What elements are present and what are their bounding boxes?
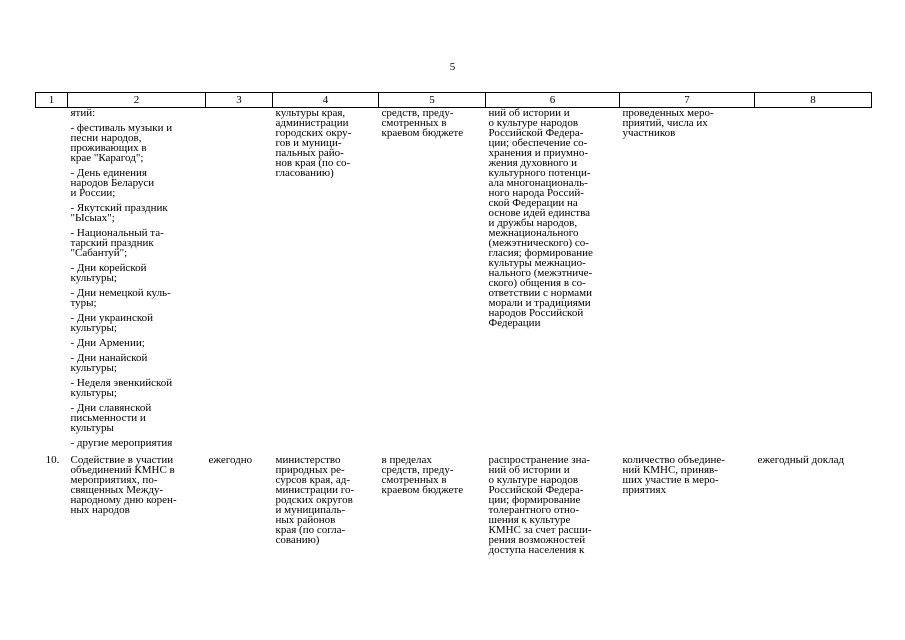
- page-number: 5: [449, 61, 456, 73]
- row-number: [36, 108, 68, 449]
- row-number: 10.: [45, 454, 60, 466]
- indicator-cell: проведенных меро- приятий, числа их участников: [622, 107, 714, 139]
- header-row: [36, 93, 872, 108]
- event-list-item: - Дни нанайской культуры;: [70, 352, 148, 374]
- header-cell: 4: [273, 93, 379, 108]
- measure-cell: Содействие в участии объединений КМНС в мероприятиях, по- священных Между- народному дню корен- ных народов: [70, 454, 177, 516]
- event-list-item: - фестиваль музыки и песни народов, проживающих в крае "Карагод";: [70, 122, 173, 164]
- header-cell: 7: [620, 93, 755, 108]
- event-list-item: - Дни славянской письменности и культуры: [70, 402, 152, 434]
- result-cell: ний об истории и о культуре народов Российской Федера- ции; обеспечение со- хранения и приумно- жения духовного и культурного потенци- ала многонациональ- ного народа Россий- ской Федерации на основе идей единства и дружбы народов, межнационального (межэтнического) со- гласия; формирование культуры межнацио- нального (межэтниче- ского) общения в со- ответствии с нормами морали и традициями народов Российской Федерации: [488, 107, 593, 329]
- event-list-cell: [68, 108, 206, 449]
- timing-cell: [206, 108, 273, 449]
- header-cell: 5: [379, 93, 486, 108]
- event-list-item: - Дни украинской культуры;: [70, 312, 153, 334]
- executors-cell: министерство природных ре- сурсов края, ад- министрации го- родских округов и муниципаль- ных районов края (по согла- сованию): [275, 454, 355, 546]
- event-list-item: - Национальный та- тарский праздник "Сабантуй";: [70, 227, 164, 259]
- table-row: [36, 108, 872, 449]
- funding-cell: в пределах средств, преду- смотренных в краевом бюджете: [381, 454, 464, 496]
- event-list-item: - Дни немецкой куль- туры;: [70, 287, 171, 309]
- timing-cell: ежегодно: [208, 454, 253, 466]
- header-cell: 3: [206, 93, 273, 108]
- event-list-item: - другие мероприятия: [70, 437, 173, 449]
- header-cell: 2: [68, 93, 206, 108]
- event-list-lead: ятий:: [70, 107, 96, 119]
- table-row: [36, 448, 872, 555]
- header-cell: 1: [36, 93, 68, 108]
- event-list-item: - Неделя эвенкийской культуры;: [70, 377, 173, 399]
- event-list-item: - Дни корейской культуры;: [70, 262, 147, 284]
- measures-table: [35, 92, 872, 555]
- event-list-item: - Якутский праздник "Ысыах";: [70, 202, 168, 224]
- event-list-item: - Дни Армении;: [70, 337, 145, 349]
- header-cell: 8: [755, 93, 872, 108]
- funding-cell: средств, преду- смотренных в краевом бюджете: [381, 107, 464, 139]
- executors-cell: культуры края, администрации городских окру- гов и муници- пальных райо- нов края (по со- гласованию): [275, 107, 352, 179]
- indicator-cell: количество объедине- ний КМНС, приняв- ших участие в меро- приятиях: [622, 454, 725, 496]
- header-cell: 6: [486, 93, 620, 108]
- event-list-item: - День единения народов Беларуси и России;: [70, 167, 155, 199]
- reporting-cell: ежегодный доклад: [757, 454, 845, 466]
- reporting-cell: [755, 108, 872, 449]
- result-cell: распространение зна- ний об истории и о культуре народов Российской Федера- ции; формирование толерантного отно- шения к культуре КМНС за счет расши- рения возможностей доступа населения к: [488, 454, 592, 556]
